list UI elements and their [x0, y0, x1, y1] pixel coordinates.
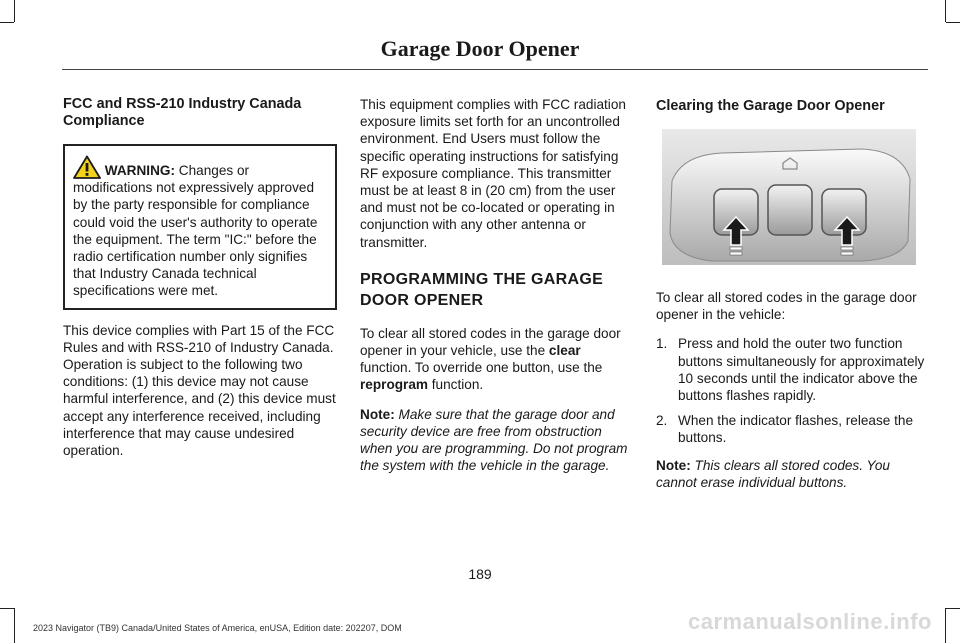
warning-box: [63, 144, 337, 310]
programming-text-a: To clear all stored codes in the garage door opener in your vehicle, use the: [360, 325, 621, 359]
page-title: Garage Door Opener: [380, 36, 580, 61]
garage-opener-illustration: [662, 129, 916, 265]
crop-mark-tr-v: [945, 0, 946, 22]
crop-mark-bl-v: [14, 608, 15, 643]
list-item: [656, 335, 930, 404]
section-heading-programming-line1: PROGRAMMING THE GARAGE: [360, 270, 604, 288]
warning-triangle-icon: [73, 155, 101, 179]
watermark-text: carmanualsonline.info: [688, 609, 932, 634]
column-2: [360, 96, 634, 486]
crop-mark-tl-h: [0, 22, 14, 23]
clearing-intro: To clear all stored codes in the garage door opener in the vehicle:: [656, 290, 917, 323]
crop-mark-br-h: [946, 608, 960, 609]
list-item: [656, 412, 930, 446]
note-text: This clears all stored codes. You cannot erase individual buttons.: [656, 457, 890, 490]
programming-text-b: function. To override one button, use the: [360, 360, 603, 376]
note-label: Note:: [360, 406, 395, 422]
warning-label: WARNING:: [104, 163, 176, 178]
note-text: Make sure that the garage door and security device are free from obstruction when you are programming. Do not program the system with the vehicle in the garage.: [360, 406, 628, 474]
programming-text-c: function.: [428, 377, 484, 393]
reprogram-term: reprogram: [360, 377, 428, 393]
fcc-compliance-paragraph: This device complies with Part 15 of the FCC Rules and with RSS-210 of Industry Canada. Operation is subject to the following two conditions: (1) this device may not cause harmful interference, and (2) this device must accept any interference received, including interference that may cause undesired operation.: [63, 322, 336, 459]
column-3: [656, 96, 930, 503]
section-heading-clearing: Clearing the Garage Door Opener: [656, 98, 885, 114]
garage-opener-buttons-image: [662, 129, 916, 265]
section-heading-programming: [360, 269, 634, 311]
section-heading-fcc: FCC and RSS-210 Industry Canada Compliance: [63, 96, 302, 129]
rf-exposure-paragraph: This equipment complies with FCC radiation exposure limits set forth for an uncontrolled environment. End Users must follow the specific operating instructions for satisfying RF exposure compliance. This transmitter must be at least 8 in (20 cm) from the user and must not be co-located or operating in conjunction with any other antenna or transmitter.: [360, 97, 626, 250]
note-label: Note:: [656, 457, 691, 473]
programming-note: [360, 406, 634, 475]
crop-mark-tl-v: [14, 0, 15, 22]
clear-term: clear: [548, 343, 581, 359]
step-text: When the indicator flashes, release the buttons.: [678, 413, 914, 446]
page-number: 189: [468, 566, 492, 582]
crop-mark-bl-h: [0, 608, 14, 609]
column-1: [63, 96, 337, 471]
step-number: 2.: [656, 413, 668, 429]
crop-mark-tr-h: [946, 22, 960, 23]
section-heading-programming-line2: DOOR OPENER: [360, 291, 484, 309]
step-text: Press and hold the outer two function buttons simultaneously for approximately 10 seconds until the indicator above the buttons flashes rapidly.: [678, 336, 925, 404]
crop-mark-br-v: [945, 608, 946, 643]
header-divider: [62, 69, 928, 70]
clearing-note: [656, 457, 930, 491]
footer-edition-text: 2023 Navigator (TB9) Canada/United States of America, enUSA, Edition date: 202207, DOM: [33, 623, 402, 633]
clearing-steps-list: [656, 335, 930, 446]
programming-paragraph: [360, 325, 634, 394]
step-number: 1.: [656, 336, 668, 352]
warning-text: Changes or modifications not expressively approved by the party responsible for compliance could void the user's authority to operate the equipment. The term "IC:" before the radio certification number only signifies that Industry Canada technical specifications were met.: [73, 163, 318, 299]
